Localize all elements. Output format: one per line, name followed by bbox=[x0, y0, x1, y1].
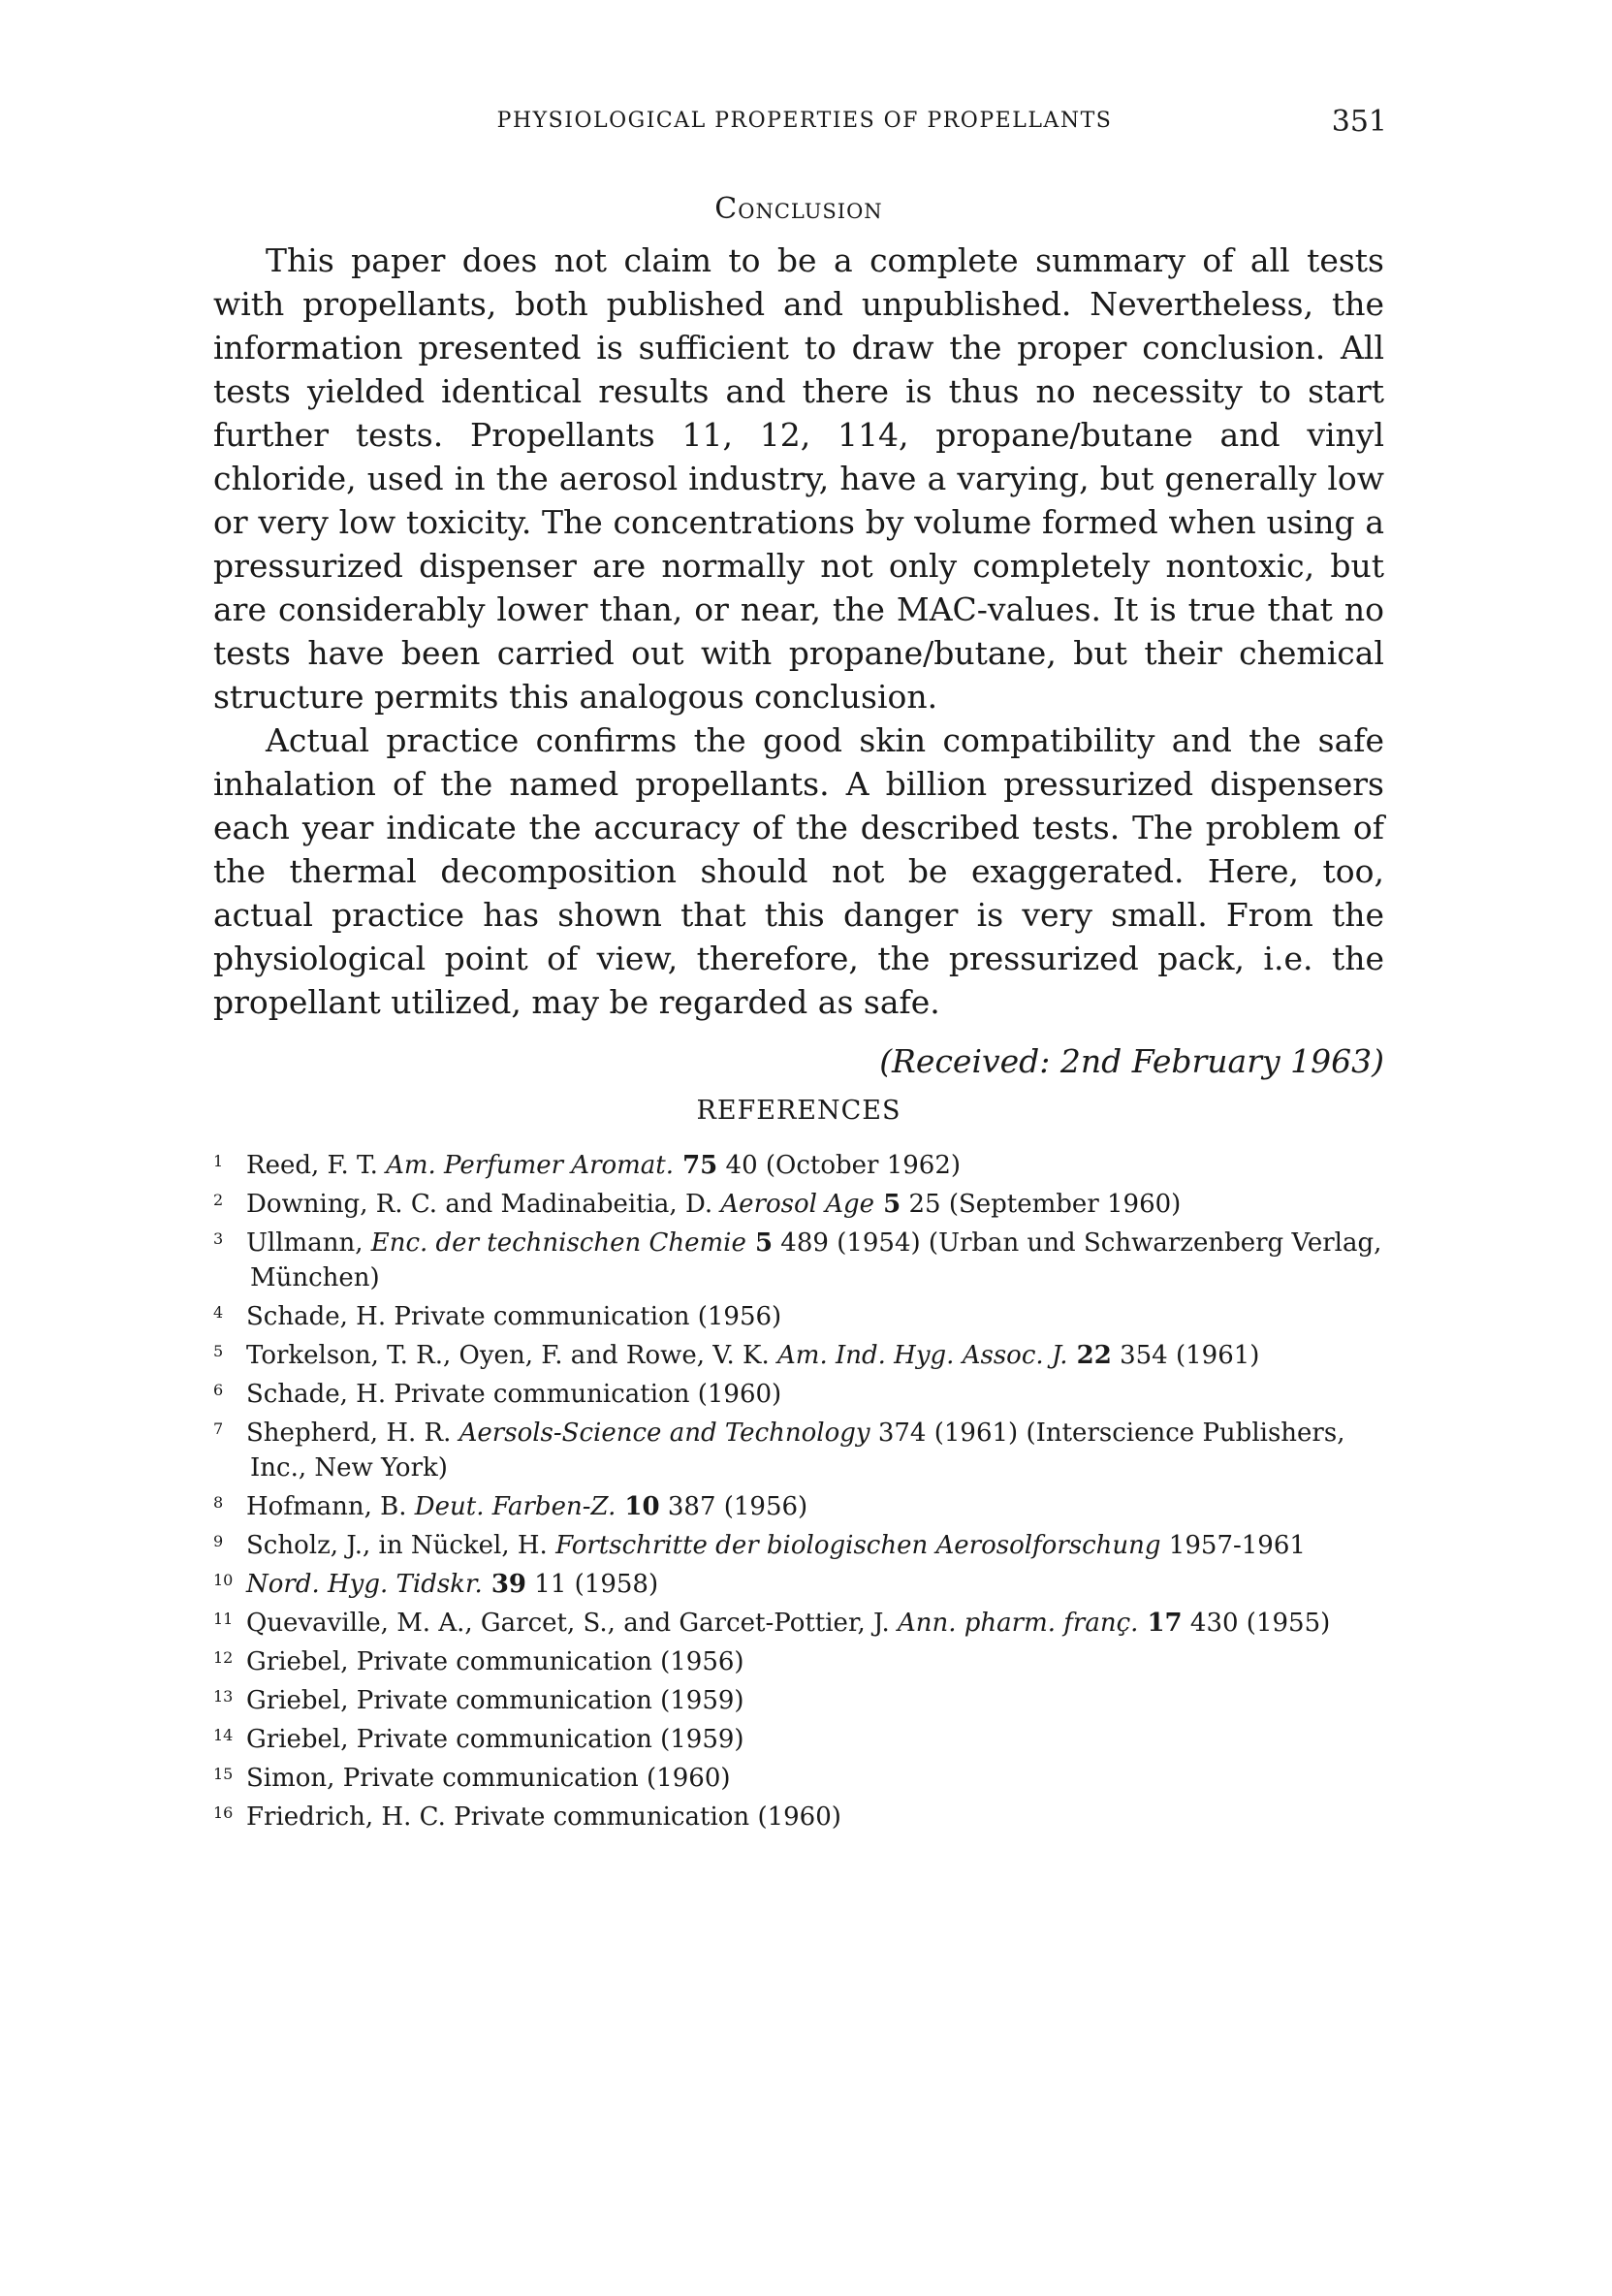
reference-item bbox=[213, 1796, 1386, 1834]
reference-journal: Deut. Farben-Z. bbox=[414, 1492, 616, 1521]
reference-item bbox=[213, 1334, 1386, 1373]
reference-number: 14 bbox=[213, 1726, 234, 1744]
reference-authors: Simon, Private communication (1960) bbox=[246, 1764, 731, 1793]
reference-journal: Aersols-Science and Technology bbox=[458, 1419, 870, 1448]
conclusion-paragraph-1: This paper does not claim to be a complete summary of all tests with propellants, both published and unpublished. Nevertheless, the information presented is sufficient to draw the proper conclusion. All tests yielded identical results and there is thus no necessity to start further tests. Propellants 11, 12, 114, propane/butane and vinyl chloride, used in the aerosol industry, have a varying, but generally low or very low toxicity. The concentrations by volume formed when using a pressurized dispenser are normally not only completely nontoxic, but are considerably lower than, or near, the MAC-values. It is true that no tests have been carried out with propane/butane, but their chemical structure permits this analogous conclusion. bbox=[213, 241, 1384, 716]
reference-authors: Shepherd, H. R. bbox=[246, 1419, 459, 1448]
reference-journal: Aerosol Age bbox=[720, 1190, 875, 1219]
reference-item bbox=[213, 1144, 1386, 1183]
reference-details: 354 (1961) bbox=[1111, 1341, 1260, 1370]
reference-authors: Schade, H. Private communication (1956) bbox=[246, 1302, 782, 1331]
reference-details: 40 (October 1962) bbox=[717, 1151, 962, 1180]
reference-authors: Ullmann, bbox=[246, 1228, 371, 1258]
reference-number: 3 bbox=[213, 1229, 224, 1248]
reference-journal: Fortschritte der biologischen Aerosolforschung bbox=[555, 1531, 1161, 1560]
reference-authors: Griebel, Private communication (1959) bbox=[246, 1725, 744, 1754]
reference-number: 1 bbox=[213, 1152, 224, 1170]
reference-authors: Scholz, J., in Nückel, H. bbox=[246, 1531, 556, 1560]
received-date: (Received: 2nd February 1963) bbox=[879, 1042, 1384, 1080]
reference-authors: Hofmann, B. bbox=[246, 1492, 415, 1521]
reference-volume: 5 bbox=[874, 1190, 901, 1219]
reference-number: 12 bbox=[213, 1648, 234, 1667]
reference-details: 387 (1956) bbox=[659, 1492, 808, 1521]
reference-number: 11 bbox=[213, 1610, 234, 1628]
references-title: REFERENCES bbox=[696, 1096, 901, 1126]
reference-number: 7 bbox=[213, 1419, 224, 1438]
reference-number: 9 bbox=[213, 1532, 224, 1550]
reference-journal: Nord. Hyg. Tidskr. bbox=[246, 1570, 483, 1599]
conclusion-paragraph-2: Actual practice confirms the good skin compatibility and the safe inhalation of the named propellants. A billion pressurized dispensers each year indicate the accuracy of the described tests. The problem of the thermal decomposition should not be exaggerated. Here, too, actual practice has shown that this danger is very small. From the physiological point of view, therefore, the pressurized pack, i.e. the propellant utilized, may be regarded as safe. bbox=[213, 721, 1384, 1021]
reference-journal: Am. Ind. Hyg. Assoc. J. bbox=[777, 1341, 1068, 1370]
reference-details: 374 (1961) (Interscience Publishers, Inc., New York) bbox=[250, 1419, 1345, 1483]
references-list bbox=[213, 1144, 1386, 1834]
reference-item bbox=[213, 1373, 1386, 1412]
reference-item bbox=[213, 1679, 1386, 1718]
reference-number: 2 bbox=[213, 1191, 224, 1209]
reference-volume: 10 bbox=[616, 1492, 660, 1521]
reference-volume: 17 bbox=[1138, 1609, 1183, 1638]
reference-authors: Friedrich, H. C. Private communication (1960) bbox=[246, 1802, 841, 1832]
reference-details: 489 (1954) (Urban und Schwarzenberg Verlag, München) bbox=[250, 1228, 1382, 1292]
reference-item bbox=[213, 1602, 1386, 1641]
reference-item bbox=[213, 1641, 1386, 1679]
reference-authors: Torkelson, T. R., Oyen, F. and Rowe, V. K. bbox=[246, 1341, 778, 1370]
reference-details: 1957-1961 bbox=[1160, 1531, 1306, 1560]
reference-item bbox=[213, 1183, 1386, 1222]
reference-authors: Quevaville, M. A., Garcet, S., and Garcet-Pottier, J. bbox=[246, 1609, 898, 1638]
reference-number: 6 bbox=[213, 1381, 224, 1399]
reference-journal: Ann. pharm. franç. bbox=[897, 1609, 1139, 1638]
reference-item bbox=[213, 1412, 1386, 1485]
reference-number: 10 bbox=[213, 1571, 234, 1589]
reference-authors: Schade, H. Private communication (1960) bbox=[246, 1380, 782, 1409]
reference-details: 25 (September 1960) bbox=[901, 1190, 1182, 1219]
reference-item bbox=[213, 1524, 1386, 1563]
page-number: 351 bbox=[1331, 105, 1387, 139]
reference-number: 8 bbox=[213, 1493, 224, 1512]
reference-authors: Griebel, Private communication (1959) bbox=[246, 1686, 744, 1715]
reference-item bbox=[213, 1222, 1386, 1295]
reference-journal: Am. Perfumer Aromat. bbox=[386, 1151, 675, 1180]
reference-volume: 39 bbox=[482, 1570, 527, 1599]
reference-volume: 5 bbox=[745, 1228, 774, 1258]
reference-number: 5 bbox=[213, 1342, 224, 1360]
reference-item bbox=[213, 1757, 1386, 1796]
reference-authors: Reed, F. T. bbox=[246, 1151, 387, 1180]
reference-authors: Downing, R. C. and Madinabeitia, D. bbox=[246, 1190, 721, 1219]
running-header: PHYSIOLOGICAL PROPERTIES OF PROPELLANTS bbox=[496, 109, 1113, 133]
reference-volume: 22 bbox=[1067, 1341, 1112, 1370]
reference-volume: 75 bbox=[674, 1151, 718, 1180]
reference-authors: Griebel, Private communication (1956) bbox=[246, 1647, 744, 1676]
reference-number: 15 bbox=[213, 1765, 234, 1783]
reference-item bbox=[213, 1485, 1386, 1524]
reference-number: 13 bbox=[213, 1687, 234, 1706]
reference-number: 4 bbox=[213, 1303, 224, 1322]
reference-item bbox=[213, 1295, 1386, 1334]
section-title-conclusion: Conclusion bbox=[714, 192, 883, 226]
conclusion-body bbox=[213, 239, 1384, 1083]
reference-item bbox=[213, 1563, 1386, 1602]
reference-details: 11 (1958) bbox=[526, 1570, 659, 1599]
reference-number: 16 bbox=[213, 1803, 234, 1822]
reference-details: 430 (1955) bbox=[1182, 1609, 1331, 1638]
reference-item bbox=[213, 1718, 1386, 1757]
reference-journal: Enc. der technischen Chemie bbox=[370, 1228, 746, 1258]
